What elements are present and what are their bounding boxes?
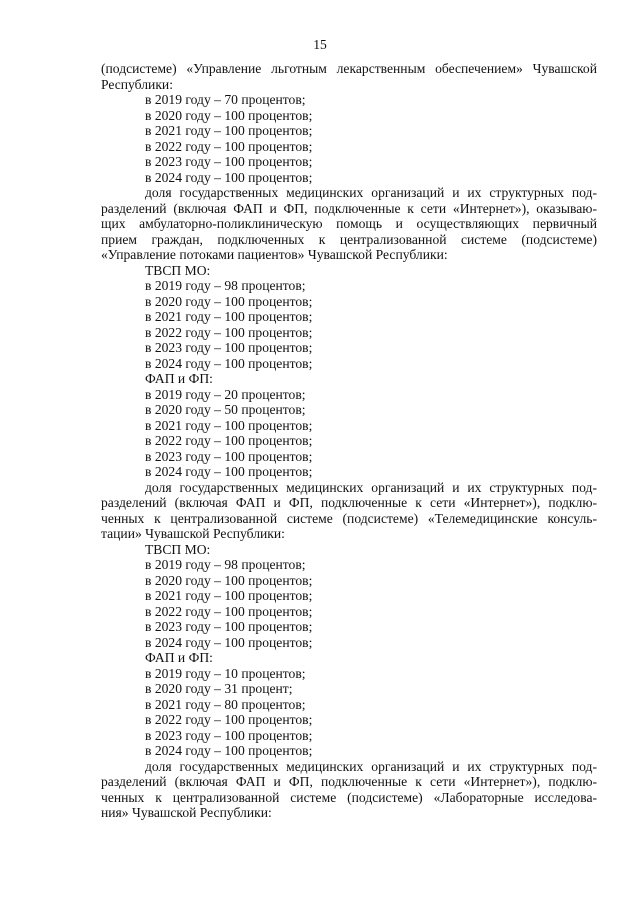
list-item: в 2021 году – 80 процентов; <box>145 696 306 712</box>
list-item: в 2022 году – 100 процентов; <box>145 433 313 448</box>
list-item: в 2024 году – 100 процентов; <box>145 464 313 479</box>
list-item: в 2021 году – 100 процентов; <box>145 123 313 138</box>
list-item: в 2024 году – 100 процентов; <box>145 634 313 650</box>
group-heading: ФАП и ФП: <box>145 371 213 386</box>
document-body <box>101 61 597 821</box>
text-line: щих амбулаторно-поликлиническую помощь и осуществляющих первичный <box>101 216 597 231</box>
text-line: ченных к централизованной системе (подсистеме) «Лабораторные исследова- <box>101 789 597 805</box>
text-line: доля государственных медицинских организаций и их структурных под- <box>145 758 597 774</box>
list-item: в 2024 году – 100 процентов; <box>145 169 313 185</box>
list-item: в 2022 году – 100 процентов; <box>145 324 313 340</box>
text-line: прием граждан, подключенных к централизованной системе (подсистеме) <box>101 231 597 247</box>
text-line: тации» Чувашской Республики: <box>101 526 285 541</box>
list-item: в 2020 году – 100 процентов; <box>145 107 313 123</box>
list-item: в 2019 году – 20 процентов; <box>145 386 306 402</box>
list-item: в 2024 году – 100 процентов; <box>145 355 313 371</box>
text-line: (подсистеме) «Управление льготным лекарственным обеспечением» Чувашской <box>101 61 597 76</box>
list-item: в 2019 году – 98 процентов; <box>145 557 306 572</box>
list-item: в 2023 году – 100 процентов; <box>145 727 313 743</box>
text-line: ченных к централизованной системе (подсистеме) «Телемедицинские консуль- <box>101 510 597 526</box>
list-item: в 2023 году – 100 процентов; <box>145 619 313 634</box>
group-heading: ФАП и ФП: <box>145 650 213 665</box>
list-item: в 2019 году – 10 процентов; <box>145 665 306 681</box>
list-item: в 2022 году – 100 процентов; <box>145 603 313 619</box>
list-item: в 2020 году – 100 процентов; <box>145 293 313 309</box>
list-item: в 2020 году – 100 процентов; <box>145 572 313 588</box>
list-item: в 2021 году – 100 процентов; <box>145 588 313 603</box>
list-item: в 2022 году – 100 процентов; <box>145 712 313 727</box>
text-line: доля государственных медицинских организаций и их структурных под- <box>145 185 597 200</box>
list-item: в 2024 году – 100 процентов; <box>145 743 313 758</box>
list-item: в 2023 году – 100 процентов; <box>145 154 313 169</box>
list-item: в 2020 году – 50 процентов; <box>145 402 306 417</box>
text-line: Республики: <box>101 76 173 92</box>
list-item: в 2019 году – 98 процентов; <box>145 278 306 293</box>
list-item: в 2021 году – 100 процентов; <box>145 309 313 324</box>
text-line: разделений (включая ФАП и ФП, подключенные к сети «Интернет»), подклю- <box>101 495 597 510</box>
text-line: ния» Чувашской Республики: <box>101 805 272 820</box>
list-item: в 2021 году – 100 процентов; <box>145 417 313 433</box>
text-line: «Управление потоками пациентов» Чувашской Республики: <box>101 247 448 262</box>
list-item: в 2023 году – 100 процентов; <box>145 340 313 355</box>
text-line: разделений (включая ФАП и ФП, подключенные к сети «Интернет»), оказываю- <box>101 200 597 216</box>
list-item: в 2019 году – 70 процентов; <box>145 92 306 107</box>
group-heading: ТВСП МО: <box>145 262 211 278</box>
text-line: разделений (включая ФАП и ФП, подключенные к сети «Интернет»), подклю- <box>101 774 597 789</box>
group-heading: ТВСП МО: <box>145 541 211 557</box>
list-item: в 2023 году – 100 процентов; <box>145 448 313 464</box>
list-item: в 2020 году – 31 процент; <box>145 681 293 696</box>
list-item: в 2022 году – 100 процентов; <box>145 138 313 154</box>
page-number: 15 <box>313 37 327 52</box>
text-line: доля государственных медицинских организаций и их структурных под- <box>145 479 597 495</box>
